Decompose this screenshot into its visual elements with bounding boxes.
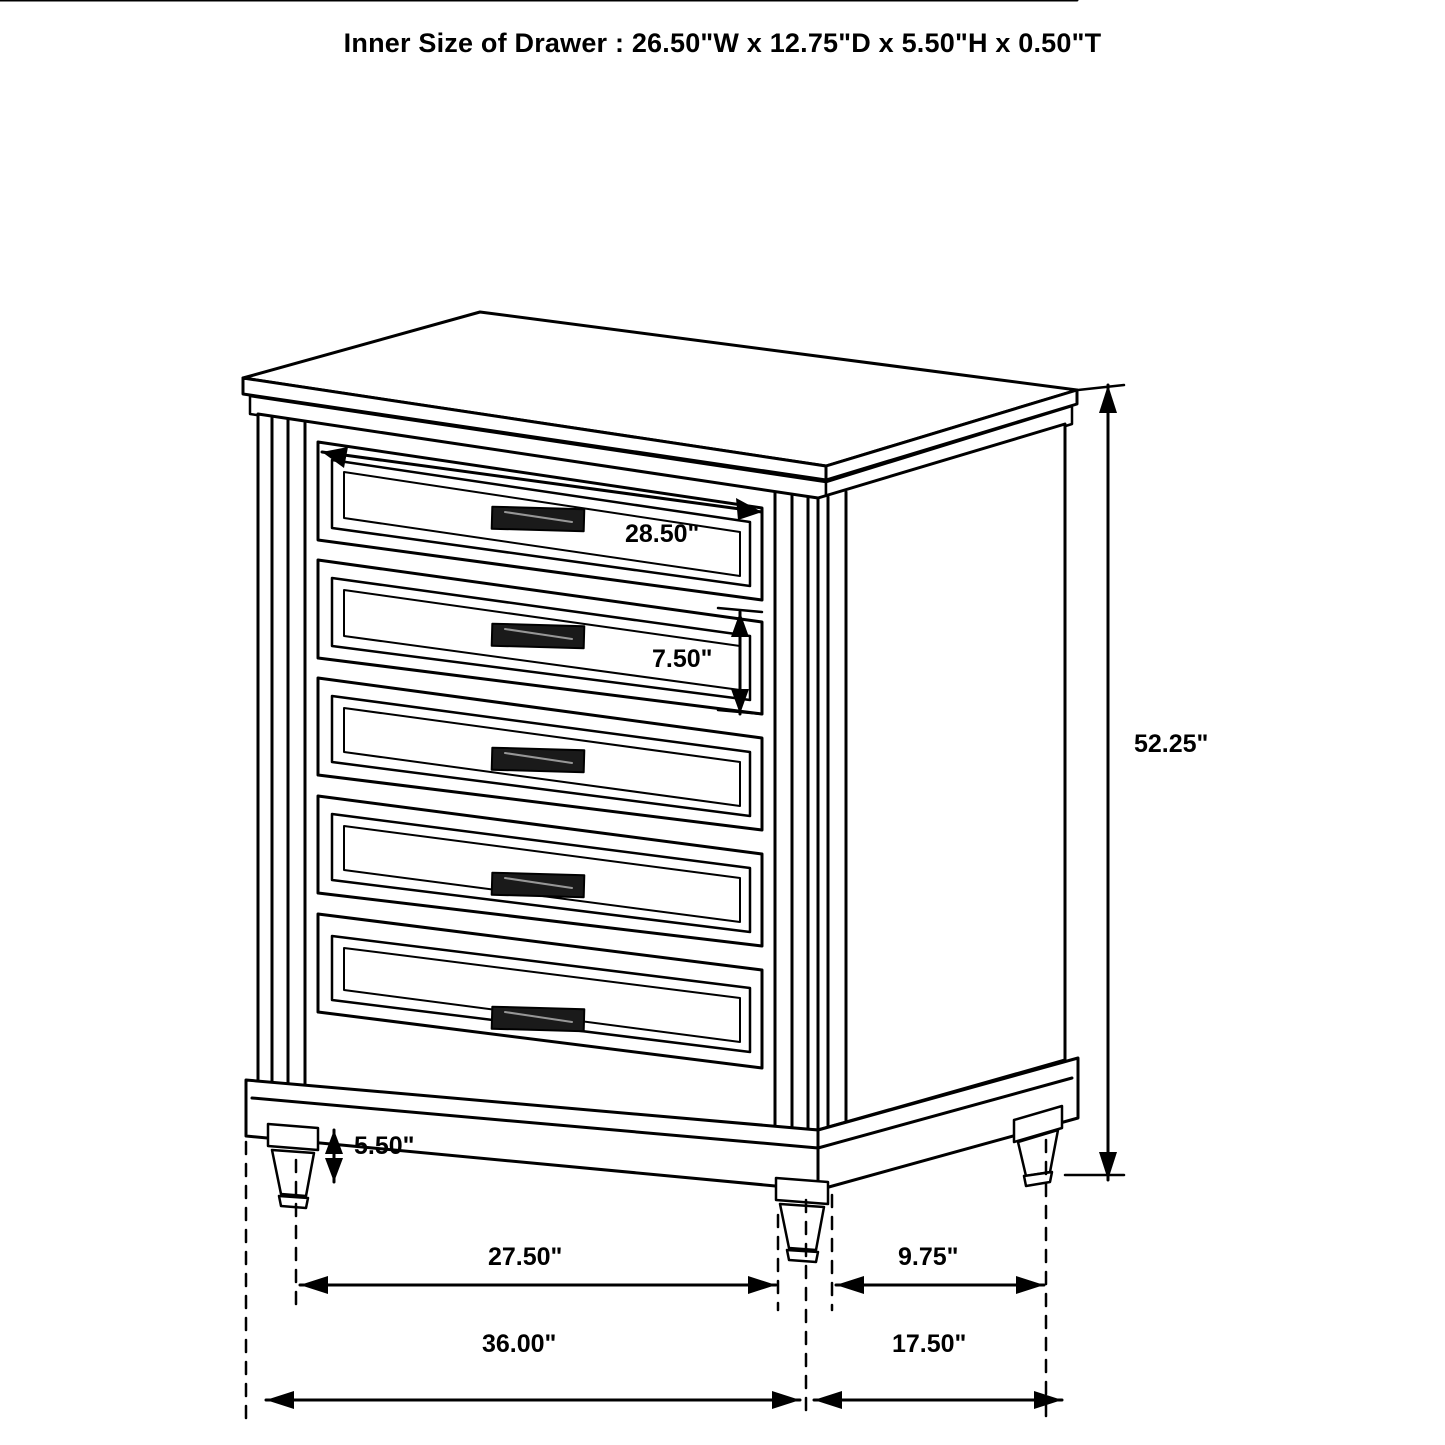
drawer-handle-3 <box>492 748 585 773</box>
drawer-handle-1 <box>492 507 585 532</box>
dim-side-span <box>836 1276 1044 1294</box>
leg-front-right <box>776 1178 828 1262</box>
dim-label-front-span: 27.50" <box>488 1243 563 1271</box>
drawer-handle-5 <box>492 1007 585 1032</box>
dim-overall-depth <box>814 1391 1062 1409</box>
dim-label-side-span: 9.75" <box>898 1243 959 1271</box>
dim-overall-width <box>266 1391 800 1409</box>
drawer-handle-4 <box>492 873 585 898</box>
leg-front-left <box>268 1124 318 1208</box>
dim-front-span <box>300 1276 776 1294</box>
drawer-handle-2 <box>492 624 585 649</box>
dim-label-overall-depth: 17.50" <box>892 1330 967 1358</box>
dim-label-overall-height: 52.25" <box>1134 730 1209 758</box>
leg-back-right <box>1014 1106 1062 1186</box>
dim-label-drawer-width: 28.50" <box>625 520 700 548</box>
dim-label-overall-width: 36.00" <box>482 1330 557 1358</box>
page-title: Inner Size of Drawer : 26.50"W x 12.75"D x 5.50"H x 0.50"T <box>343 28 1102 58</box>
dim-label-drawer-height: 7.50" <box>652 645 713 673</box>
dim-label-leg-height: 5.50" <box>354 1132 415 1160</box>
